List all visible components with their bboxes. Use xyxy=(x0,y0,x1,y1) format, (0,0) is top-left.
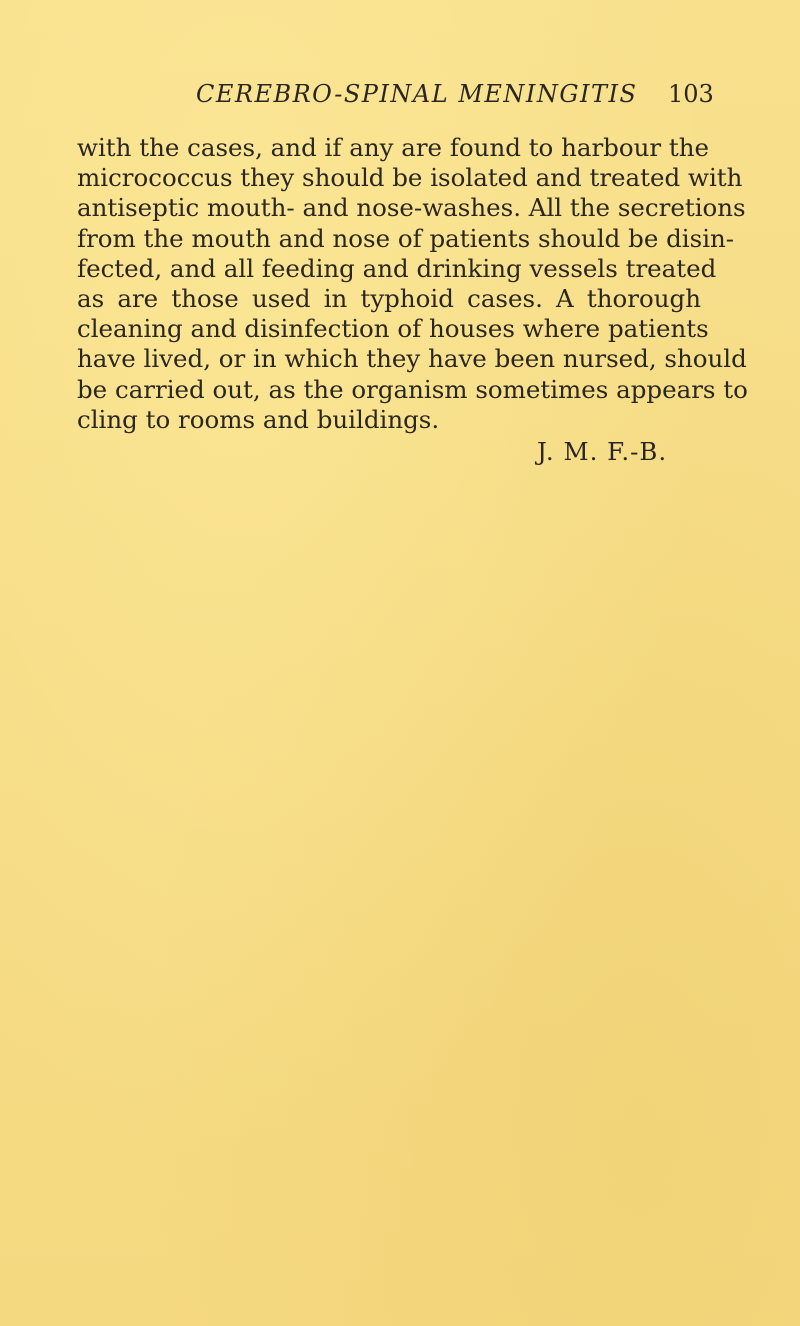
text-line: antiseptic mouth- and nose-washes. All the secretions xyxy=(77,193,746,223)
text-line: be carried out, as the organism sometimes appears to xyxy=(77,374,748,404)
text-line: fected, and all feeding and drinking vessels treated xyxy=(77,253,717,283)
text-line: cling to rooms and buildings. xyxy=(77,404,440,434)
text-line: as are those used in typhoid cases. A thorough xyxy=(77,284,701,314)
text-line: with the cases, and if any are found to harbour the xyxy=(77,133,710,162)
author-initials: J. M. F.-B. xyxy=(537,437,668,466)
running-title: CEREBRO-SPINAL MENINGITIS xyxy=(196,80,638,108)
text-line: have lived, or in which they have been nursed, should xyxy=(77,344,747,374)
page-number: 103 xyxy=(668,80,714,108)
body-paragraph xyxy=(77,133,748,435)
text-line: micrococcus they should be isolated and treated with xyxy=(77,163,743,193)
running-head xyxy=(0,80,800,114)
text-line: from the mouth and nose of patients should be disin- xyxy=(77,223,735,253)
text-line: cleaning and disinfection of houses where patients xyxy=(77,314,709,344)
